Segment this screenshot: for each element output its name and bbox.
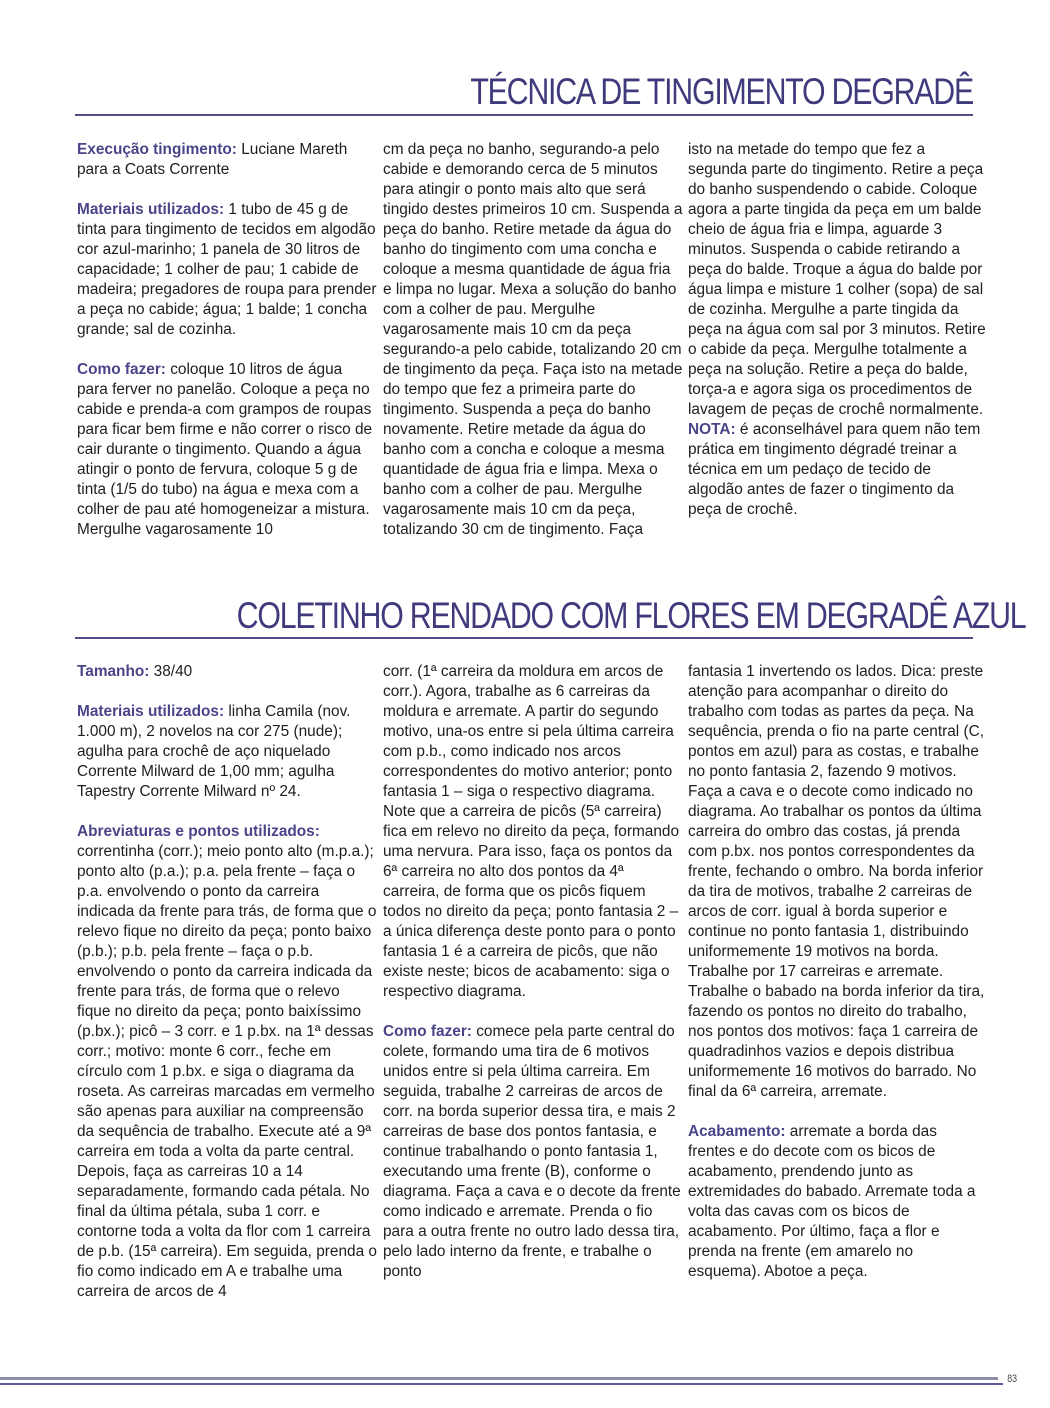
title-underline — [75, 114, 973, 116]
dyeing-materials: Materiais utilizados: 1 tubo de 45 g de tinta para tingimento de tecidos em algodão cor azul-marinho; 1 panela de 30 litros de capacidade; 1 colher de pau; 1 cabide de madeira; pregadores de roupa para prender a peça no cabide; água; 1 balde; 1 concha grande; sal de cozinha. — [77, 201, 377, 338]
vest-column-1 — [77, 662, 377, 1302]
label: Como fazer: — [383, 1023, 472, 1040]
execution-credit: Execução tingimento: Luciane Mareth para a Coats Corrente — [77, 141, 348, 178]
vest-materials: Materiais utilizados: linha Camila (nov. 1.000 m), 2 novelos na cor 275 (nude); agulha para crochê de aço niquelado Corrente Milward de 1,00 mm; agulha Tapestry Corrente Milward nº 24. — [77, 703, 351, 800]
section-title-dyeing-technique: TÉCNICA DE TINGIMENTO DEGRADÊ — [470, 71, 973, 112]
dyeing-column-1 — [77, 140, 377, 540]
page-number: 83 — [1007, 1373, 1018, 1385]
dyeing-column-3: isto na metade do tempo que fez a segunda parte do tingimento. Retire a peça do banho suspendendo o cabide. Coloque agora a parte tingida da peça em um balde cheio de água fria e limpa, aguarde 3 minutos. Suspenda o cabide retirando a peça do balde. Troque a água do balde por água limpa e misture 1 colher (sopa) de sal de cozinha. Mergulhe a parte tingida da peça na água com sal por 3 minutos. Retire o cabide da peça. Mergulhe totalmente a peça na solução. Retire a peça do balde, torça-a e agora siga os procedimentos de lavagem de peças de crochê normalmente. NOTA: é aconselhável para quem não tem prática em tingimento dégradé treinar a técnica em um pedaço de tecido de algodão antes de fazer o tingimento da peça de crochê. — [688, 140, 988, 520]
label: Materiais utilizados: — [77, 703, 225, 720]
label: Acabamento: — [688, 1123, 786, 1140]
label: Execução tingimento: — [77, 141, 237, 158]
vest-how-to: Como fazer: comece pela parte central do colete, formando uma tira de 6 motivos unidos entre si pela última carreira. Em seguida, trabalhe 2 carreiras de arcos de corr. na borda superior dessa tira, e mais 2 carreiras de base dos pontos fantasia, e continue trabalhando o ponto fantasia 1, executando uma frente (B), conforme o diagrama. Faça a cava e o decote da frente como indicado e arremate. Prenda o fio para a outra frente no outro lado dessa tira, pelo lado interno da frente, e trabalhe o ponto — [383, 1023, 681, 1280]
label: Materiais utilizados: — [77, 201, 225, 218]
vest-abbreviations: Abreviaturas e pontos utilizados: correntinha (corr.); meio ponto alto (m.p.a.); ponto alto (p.a.); p.a. pela frente – faça o p.a. envolvendo o ponto da carreira indicada da frente para trás, de forma que o relevo fique no direito da peça; ponto baixo (p.b.); p.b. pela frente – faça o p.b. envolvendo o ponto da carreira indicada da frente para trás, de forma que o relevo fique no direito da peça; ponto baixíssimo (p.bx.); picô – 3 corr. e 1 p.bx. na 1ª dessas corr.; motivo: monte 6 corr., feche em círculo com 1 p.bx. e siga o diagrama da roseta. As carreiras marcadas em vermelho são apenas para auxiliar na compreensão da sequência de trabalho. Execute até a 9ª carreira em toda a volta da parte central. Depois, faça as carreiras 10 a 14 separadamente, formando cada pétala. No final da última pétala, suba 1 corr. e contorne toda a volta da flor com 1 carreira de p.b. (15ª carreira). Em seguida, prenda o fio como indicado em A e trabalhe uma carreira de arcos de 4 — [77, 823, 377, 1300]
title-underline — [75, 637, 973, 639]
label: NOTA: — [688, 421, 736, 438]
footer-rule — [0, 1377, 998, 1380]
vest-size: Tamanho: 38/40 — [77, 663, 193, 680]
vest-column-3: fantasia 1 invertendo os lados. Dica: preste atenção para acompanhar o direito do trabalho com todas as partes da peça. Na sequência, prenda o fio na parte central (C, pontos em azul) para as costas, e trabalhe no ponto fantasia 2, fazendo 9 motivos. Faça a cava e o decote como indicado no diagrama. Ao trabalhar os pontos da última carreira do ombro das costas, já prenda com p.bx. nos pontos correspondentes da frente, fechando o ombro. Na borda inferior da tira de motivos, trabalhe 2 carreiras de arcos de corr. igual à borda superior e continue no ponto fantasia 1, distribuindo uniformemente 19 motivos na borda. Trabalhe por 17 carreiras e arremate. Trabalhe o babado na borda inferior da tira, fazendo os pontos no direito do trabalho, nos pontos dos motivos: faça 1 carreira de quadradinhos vazios e depois distribua uniformemente 16 motivos do barrado. No final da 6ª carreira, arremate. Acabamento: arremate a borda das frentes e do decote com os bicos de acabamento, prendendo junto as extremidades do babado. Arremate toda a volta das cavas com os bicos de acabamento. Por último, faça a flor e prenda na frente (em amarelo no esquema). Abotoe a peça. — [688, 662, 988, 1282]
dyeing-how-to: Como fazer: coloque 10 litros de água para ferver no panelão. Coloque a peça no cabide e prenda-a com grampos de roupas para ficar bem firme e não correr o risco de cair durante o tingimento. Quando a água atingir o ponto de fervura, coloque 5 g de tinta (1/5 do tubo) na água e mexa com a colher de pau até homogeneizar a mistura. Mergulhe vagarosamente 10 — [77, 361, 373, 538]
label: Como fazer: — [77, 361, 166, 378]
section-title-vest: COLETINHO RENDADO COM FLORES EM DEGRADÊ AZUL — [236, 595, 1026, 636]
vest-column-2: corr. (1ª carreira da moldura em arcos de corr.). Agora, trabalhe as 6 carreiras da moldura e arremate. A partir do segundo motivo, una-os entre si pela última carreira com p.b., como indicado nos arcos correspondentes do motivo anterior; ponto fantasia 1 – siga o respectivo diagrama. Note que a carreira de picôs (5ª carreira) fica em relevo no direito da peça, formando uma nervura. Para isso, faça os pontos da 6ª carreira no alto dos pontos da 4ª carreira, de forma que os picôs fiquem todos no direito da peça; ponto fantasia 2 – a única diferença deste ponto para o ponto fantasia 1 é a carreira de picôs, que não existe neste; bicos de acabamento: siga o respectivo diagrama. Como fazer: comece pela parte central do colete, formando uma tira de 6 motivos unidos entre si pela última carreira. Em seguida, trabalhe 2 carreiras de arcos de corr. na borda superior dessa tira, e mais 2 carreiras de base dos pontos fantasia, e continue trabalhando o ponto fantasia 1, executando uma frente (B), conforme o diagrama. Faça a cava e o decote da frente como indicado e arremate. Prenda o fio para a outra frente no outro lado dessa tira, pelo lado interno da frente, e trabalhe o ponto — [383, 662, 683, 1282]
dyeing-column-2: cm da peça no banho, segurando-a pelo cabide e demorando cerca de 5 minutos para atingir o ponto mais alto que será tingido destes primeiros 10 cm. Suspenda a peça do banho. Retire metade da água do banho do tingimento com uma concha e coloque a mesma quantidade de água fria e limpa no lugar. Mexa a solução do banho com a colher de pau. Mergulhe vagarosamente mais 10 cm da peça segurando-a pelo cabide, totalizando 20 cm de tingimento da peça. Faça isto na metade do tempo que fez a primeira parte do tingimento. Suspenda a peça do banho novamente. Retire metade da água do banho com a concha e coloque a mesma quantidade de água fria e limpa. Mexa o banho com a colher de pau. Mergulhe vagarosamente mais 10 cm da peça, totalizando 30 cm de tingimento. Faça — [383, 141, 683, 538]
vest-finishing: Acabamento: arremate a borda das frentes e do decote com os bicos de acabamento, prendendo junto as extremidades do babado. Arremate toda a volta das cavas com os bicos de acabamento. Por último, faça a flor e prenda na frente (em amarelo no esquema). Abotoe a peça. — [688, 1123, 976, 1280]
label: Abreviaturas e pontos utilizados: — [77, 823, 320, 840]
dyeing-note: NOTA: é aconselhável para quem não tem prática em tingimento dégradé treinar a técnica em um pedaço de tecido de algodão antes de fazer o tingimento da peça de crochê. — [688, 421, 981, 518]
label: Tamanho: — [77, 663, 150, 680]
footer-rule — [0, 1383, 1003, 1385]
